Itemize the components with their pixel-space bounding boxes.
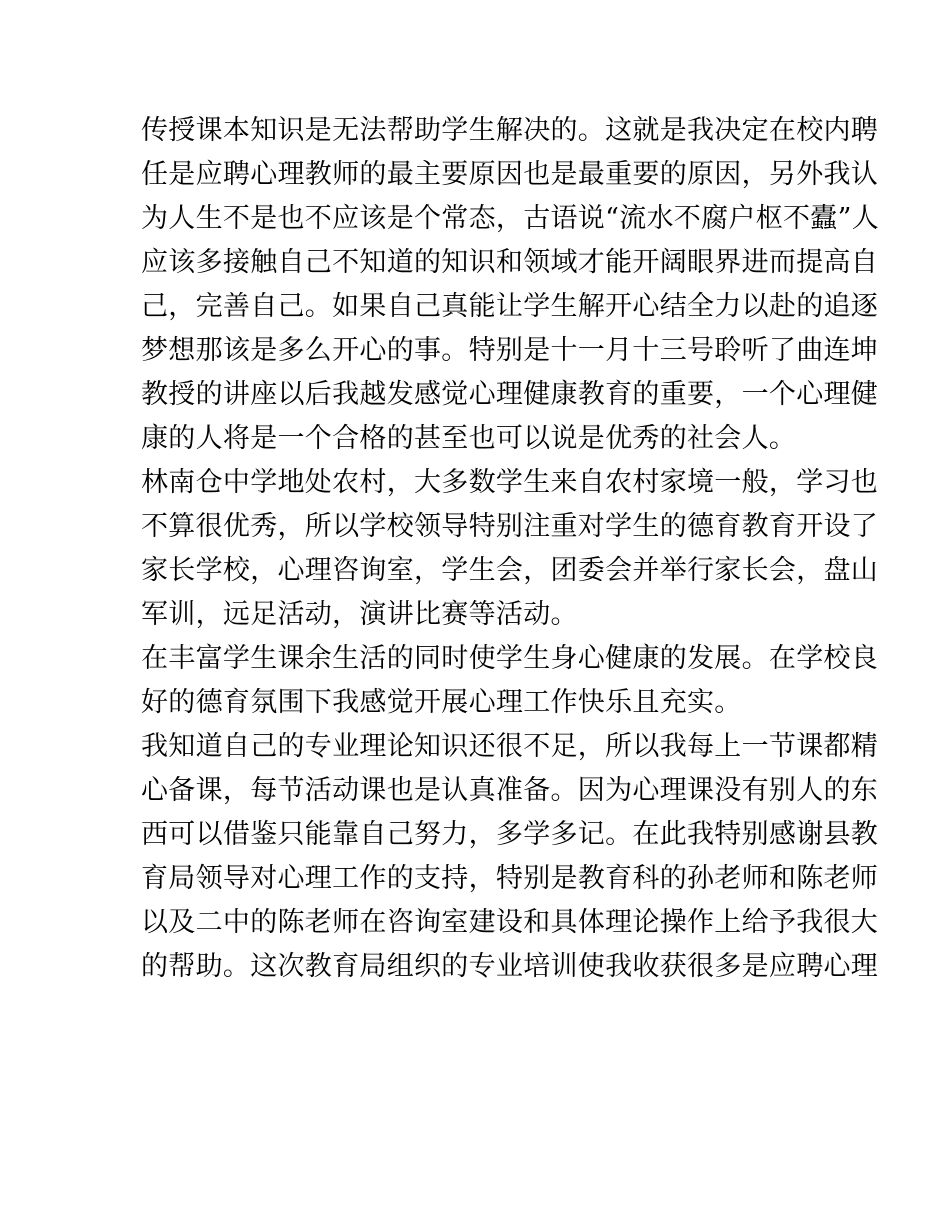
text-line: 梦想那该是多么开心的事。特别是十一月十三号聆听了曲连坤 <box>141 335 879 366</box>
text-line: 为人生不是也不应该是个常态，古语说“流水不腐户枢不蠹”人 <box>141 203 880 234</box>
text-line: 康的人将是一个合格的甚至也可以说是优秀的社会人。 <box>141 423 797 454</box>
body-text <box>141 109 880 989</box>
text-line: 在丰富学生课余生活的同时使学生身心健康的发展。在学校良 <box>141 643 879 674</box>
text-line: 己，完善自己。如果自己真能让学生解开心结全力以赴的追逐 <box>141 291 879 322</box>
text-line: 林南仓中学地处农村，大多数学生来自农村家境一般，学习也 <box>141 467 879 498</box>
text-line: 家长学校，心理咨询室，学生会，团委会并举行家长会，盘山 <box>141 555 879 586</box>
text-line: 教授的讲座以后我越发感觉心理健康教育的重要，一个心理健 <box>141 379 879 410</box>
text-line: 任是应聘心理教师的最主要原因也是最重要的原因，另外我认 <box>141 159 879 190</box>
text-line: 以及二中的陈老师在咨询室建设和具体理论操作上给予我很大 <box>141 907 879 938</box>
text-line: 心备课，每节活动课也是认真准备。因为心理课没有别人的东 <box>141 775 879 806</box>
text-line: 传授课本知识是无法帮助学生解决的。这就是我决定在校内聘 <box>141 115 879 146</box>
text-line: 的帮助。这次教育局组织的专业培训使我收获很多是应聘心理 <box>141 951 879 982</box>
text-line: 我知道自己的专业理论知识还很不足，所以我每上一节课都精 <box>141 731 879 762</box>
text-line: 军训，远足活动，演讲比赛等活动。 <box>141 599 578 630</box>
text-line: 应该多接触自己不知道的知识和领域才能开阔眼界进而提高自 <box>141 247 879 278</box>
text-line: 不算很优秀，所以学校领导特别注重对学生的德育教育开设了 <box>141 511 879 542</box>
text-line: 西可以借鉴只能靠自己努力，多学多记。在此我特别感谢县教 <box>141 819 879 850</box>
text-line: 好的德育氛围下我感觉开展心理工作快乐且充实。 <box>141 687 742 718</box>
text-line: 育局领导对心理工作的支持，特别是教育科的孙老师和陈老师 <box>141 863 879 894</box>
